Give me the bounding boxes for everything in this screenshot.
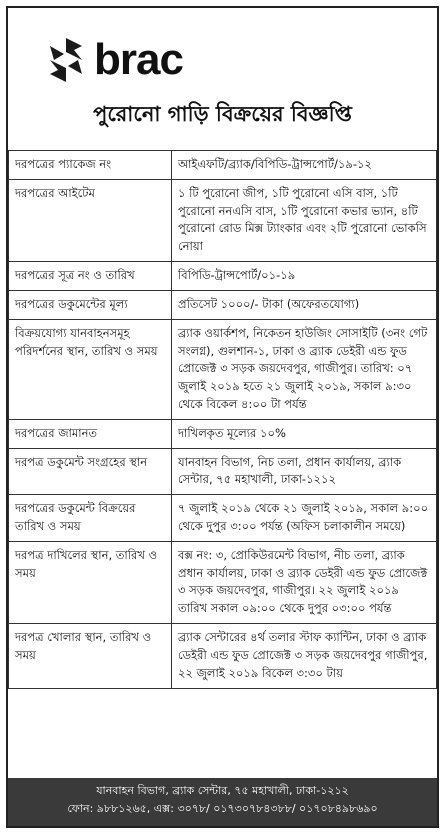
brac-logo (46, 34, 183, 86)
table-row (9, 262, 437, 291)
table-row (9, 179, 437, 261)
table-row (9, 419, 437, 448)
row-label: বিক্রয়যোগ্য যানবাহনসমূহ পরিদর্শনের স্থান, তারিখ ও সময় (9, 319, 172, 419)
row-value: ১ টি পুরোনো জীপ, ১টি পুরোনো এসি বাস, ১টি পুরোনো ননএসি বাস, ১টি পুরোনো কভার ভ্যান, ৪টি পুরোনো রোড মিক্স ট্যাংকার এবং ২টি পুরোনো ভোকসি নোয়া (172, 179, 437, 261)
row-label: দরপত্র ডকুমেন্ট সংগ্রহের স্থান (9, 448, 172, 495)
table-row (9, 495, 437, 542)
brac-butterfly-logo-icon (46, 36, 86, 84)
table-row (9, 319, 437, 419)
row-value: যানবাহন বিভাগ, নিচ তলা, প্রধান কার্যালয়, ব্র্যাক সেন্টার, ৭৫ মহাখালী, ঢাকা-১২১২ (172, 448, 437, 495)
row-value: বিপিডি-ট্রান্সপোর্ট/০১-১৯ (172, 262, 437, 291)
tender-details-table (8, 150, 437, 689)
brand-name: brac (94, 35, 183, 84)
table-row (9, 541, 437, 623)
row-value: দাখিলকৃত মূল্যের ১০% (172, 419, 437, 448)
row-value: বক্স নং: ৩, প্রোকিউরমেন্ট বিভাগ, নীচ তলা, ব্র্যাক প্রধান কার্যালয়, ঢাকা ও ব্র্যাক ডেইরী এন্ড ফুড প্রোজেক্ট ৩ সড়ক জয়দেবপুর, গাজীপুর। ২২ জুলাই ২০১৯ তারিখ সকাল ০৯:০০ থেকে দুপুর ০৩:০০ পর্যন্ত (172, 541, 437, 623)
row-value: ৭ জুলাই ২০১৯ থেকে ২১ জুলাই ২০১৯, সকাল ৯:০০ থেকে দুপুর ৩:০০ পর্যন্ত (অফিস চলাকালীন সময়ে) (172, 495, 437, 542)
table-row (9, 624, 437, 688)
table-row (9, 290, 437, 319)
row-label: দরপত্রের সূত্র নং ও তারিখ (9, 262, 172, 291)
contact-footer (8, 778, 437, 826)
row-label: দরপত্র দাখিলের স্থান, তারিখ ও সময় (9, 541, 172, 623)
tender-notice (6, 6, 439, 828)
footer-address: যানবাহন বিভাগ, ব্র্যাক সেন্টার, ৭৫ মহাখালী, ঢাকা-১২১২ (96, 784, 349, 797)
row-label: দরপত্রের প্যাকেজ নং (9, 151, 172, 180)
table-row (9, 448, 437, 495)
notice-header (8, 8, 437, 150)
row-value: ব্র্যাক ওয়ার্কশপ, নিকেতন হাউজিং সোসাইটি (৩নং গেট সংলগ্ন), গুলশান-১, ঢাকা ও ব্র্যাক ডেইরী এন্ড ফুড প্রোজেক্ট ৩ সড়ক জয়দেবপুর, গাজীপুর। তারিখ: ০৭ জুলাই ২০১৯ হতে ২১ জুলাই ২০১৯, সকাল ৯:৩০ থেকে বিকেল ৪:০০ টা পর্যন্ত (172, 319, 437, 419)
row-label: দরপত্র খোলার স্থান, তারিখ ও সময় (9, 624, 172, 688)
row-label: দরপত্রের ডকুমেন্টের মূল্য (9, 290, 172, 319)
row-value: ব্র্যাক সেন্টারের ৪র্থ তলার স্টাফ ক্যান্টিন, ঢাকা ও ব্র্যাক ডেইরী এন্ড ফুড প্রোজেক্ট ৩ সড়ক জয়দেবপুর গাজীপুর, ২২ জুলাই ২০১৯ বিকেল ৩:৩০ টায় (172, 624, 437, 688)
row-value: আইএফটি/ব্র্যাক/বিপিডি-ট্রান্সপোর্ট/১৯-১২ (172, 151, 437, 180)
footer-phone: ফোন: ৯৮৮১২৬৫, এক্স: ৩০৭৮/ ০১৭৩০৭৮৪৩৮৮/ ০১৭০৮৪৯৮৬৯০ (67, 801, 378, 815)
row-label: দরপত্রের জামানত (9, 419, 172, 448)
table-row (9, 151, 437, 180)
row-label: দরপত্রের ডকুমেন্ট বিক্রয়ের তারিখ ও সময় (9, 495, 172, 542)
notice-title: পুরোনো গাড়ি বিক্রয়ের বিজ্ঞপ্তি (93, 102, 352, 126)
row-value: প্রতিসেট ১০০০/- টাকা (অফেরতযোগ্য) (172, 290, 437, 319)
row-label: দরপত্রের আইটেম (9, 179, 172, 261)
